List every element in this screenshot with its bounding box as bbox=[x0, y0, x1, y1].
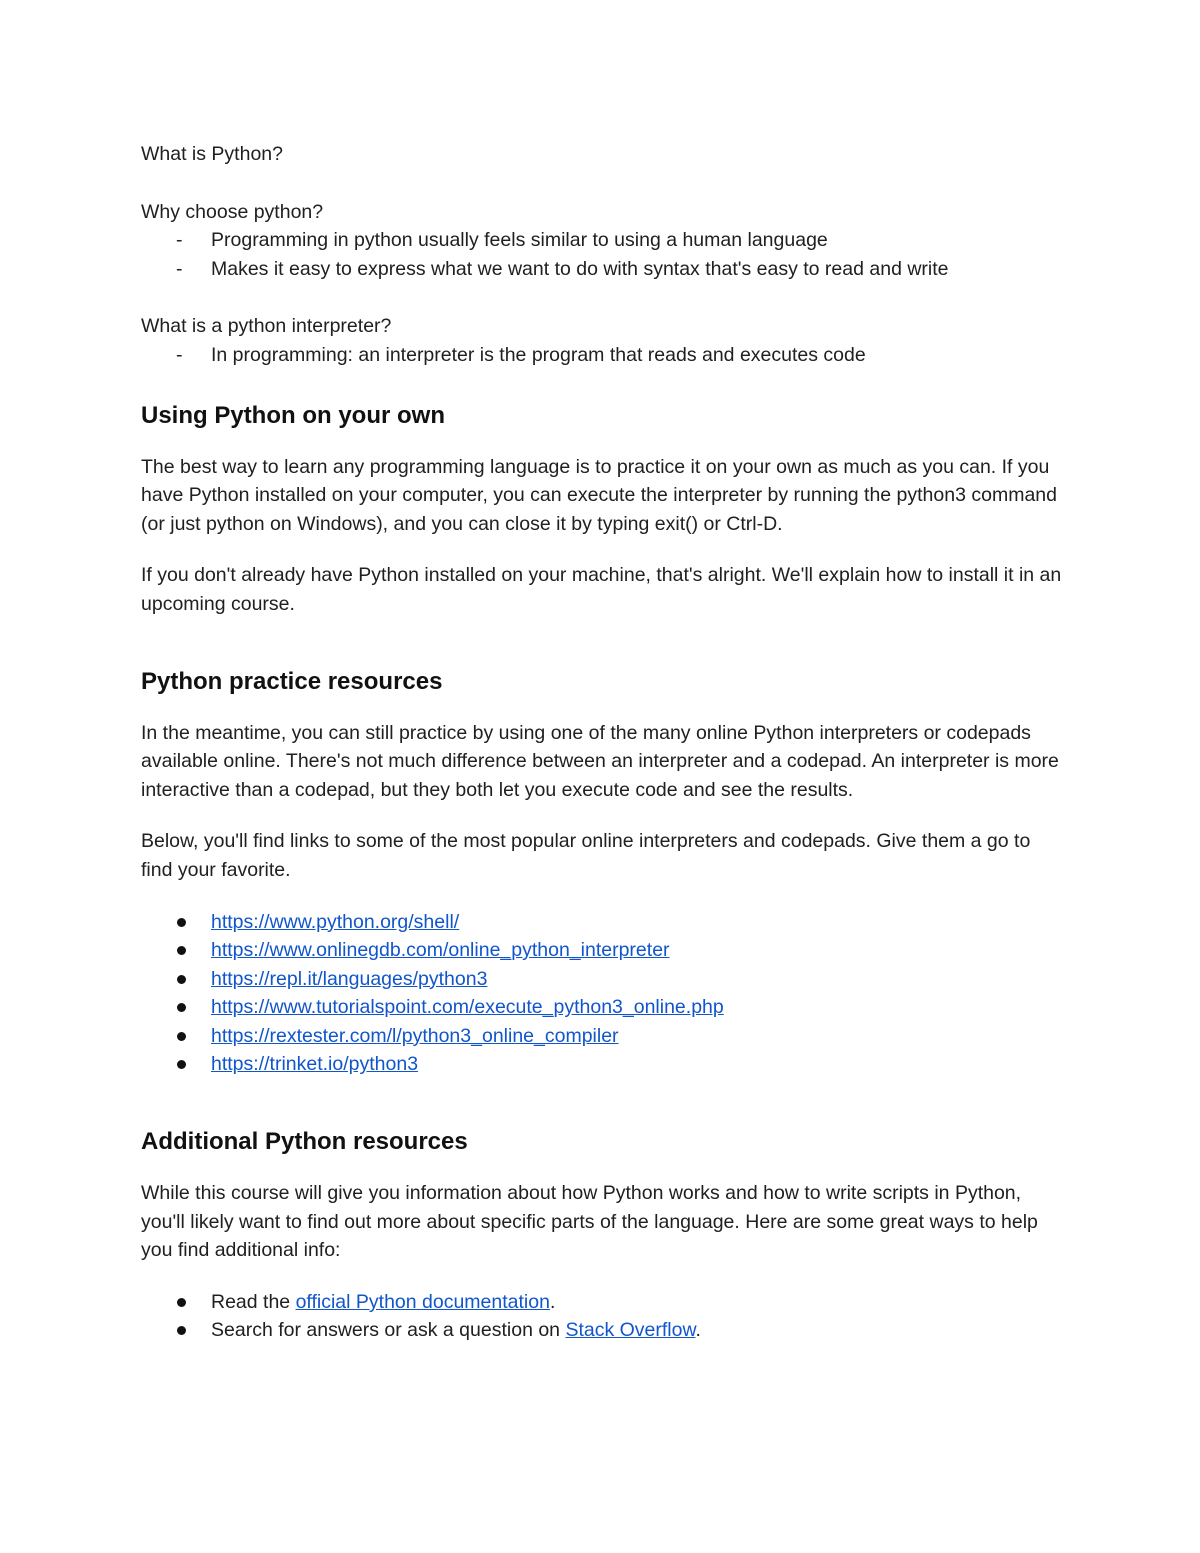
link-onlinegdb[interactable]: https://www.onlinegdb.com/online_python_interpreter bbox=[211, 939, 670, 962]
question-what-is-python: What is Python? bbox=[141, 143, 283, 165]
dash-bullet: - bbox=[176, 229, 183, 252]
dash-bullet: - bbox=[176, 343, 183, 366]
link-rextester[interactable]: https://rextester.com/l/python3_online_compiler bbox=[211, 1024, 619, 1047]
bullet-icon bbox=[177, 975, 186, 984]
link-replit[interactable]: https://repl.it/languages/python3 bbox=[211, 967, 488, 990]
link-python-docs[interactable]: official Python documentation bbox=[295, 1290, 550, 1313]
bullet-icon bbox=[177, 1003, 186, 1012]
heading-using-python: Using Python on your own bbox=[141, 401, 445, 429]
paragraph: Below, you'll find links to some of the most popular online interpreters and codepads. Give them a go to find your favorite. bbox=[141, 830, 1031, 881]
list-item bbox=[141, 1022, 1066, 1051]
resource-links-list bbox=[141, 908, 1066, 1080]
paragraph: In the meantime, you can still practice by using one of the many online Python interpreters or codepads available online. There's not much difference between an interpreter and a codepad. An interpreter is more interactive than a codepad, but they both let you execute code and see the results. bbox=[141, 721, 1059, 801]
heading-practice-resources: Python practice resources bbox=[141, 667, 443, 695]
list-item: Read the official Python documentation. bbox=[141, 1288, 1066, 1317]
list-item bbox=[141, 936, 1066, 965]
list-item: - In programming: an interpreter is the program that reads and executes code bbox=[141, 341, 1066, 370]
list-item bbox=[141, 908, 1066, 937]
question-why-python: Why choose python? bbox=[141, 200, 324, 223]
additional-resources-list bbox=[141, 1288, 1066, 1345]
paragraph: If you don't already have Python installed on your machine, that's alright. We'll explain how to install it in an upcoming course. bbox=[141, 564, 1062, 615]
bullet-icon bbox=[177, 1298, 186, 1307]
list-item bbox=[141, 965, 1066, 994]
interpreter-list bbox=[141, 341, 1066, 370]
list-item bbox=[141, 993, 1066, 1022]
why-python-list bbox=[141, 226, 1066, 283]
list-item: - Programming in python usually feels similar to using a human language bbox=[141, 226, 1066, 255]
document-page bbox=[141, 140, 1066, 1345]
bullet-icon bbox=[177, 1060, 186, 1069]
link-python-shell[interactable]: https://www.python.org/shell/ bbox=[211, 910, 460, 933]
link-tutorialspoint[interactable]: https://www.tutorialspoint.com/execute_python3_online.php bbox=[211, 996, 724, 1019]
question-interpreter: What is a python interpreter? bbox=[141, 315, 392, 338]
list-item bbox=[141, 1050, 1066, 1079]
paragraph: The best way to learn any programming language is to practice it on your own as much as you can. If you have Python installed on your computer, you can execute the interpreter by running the python3 command (or just python on Windows), and you can close it by typing exit() or Ctrl-D. bbox=[141, 455, 1057, 535]
paragraph: While this course will give you information about how Python works and how to write scripts in Python, you'll likely want to find out more about specific parts of the language. Here are some great ways to help you find additional info: bbox=[141, 1182, 1038, 1262]
list-item: Search for answers or ask a question on Stack Overflow. bbox=[141, 1316, 1066, 1345]
list-item: - Makes it easy to express what we want to do with syntax that's easy to read and write bbox=[141, 255, 1066, 284]
link-trinket[interactable]: https://trinket.io/python3 bbox=[211, 1053, 419, 1076]
dash-bullet: - bbox=[176, 257, 183, 280]
bullet-icon bbox=[177, 918, 186, 927]
heading-additional-resources: Additional Python resources bbox=[141, 1128, 468, 1156]
bullet-icon bbox=[177, 1032, 186, 1041]
bullet-icon bbox=[177, 1326, 186, 1335]
bullet-icon bbox=[177, 946, 186, 955]
link-stack-overflow[interactable]: Stack Overflow bbox=[565, 1319, 696, 1342]
